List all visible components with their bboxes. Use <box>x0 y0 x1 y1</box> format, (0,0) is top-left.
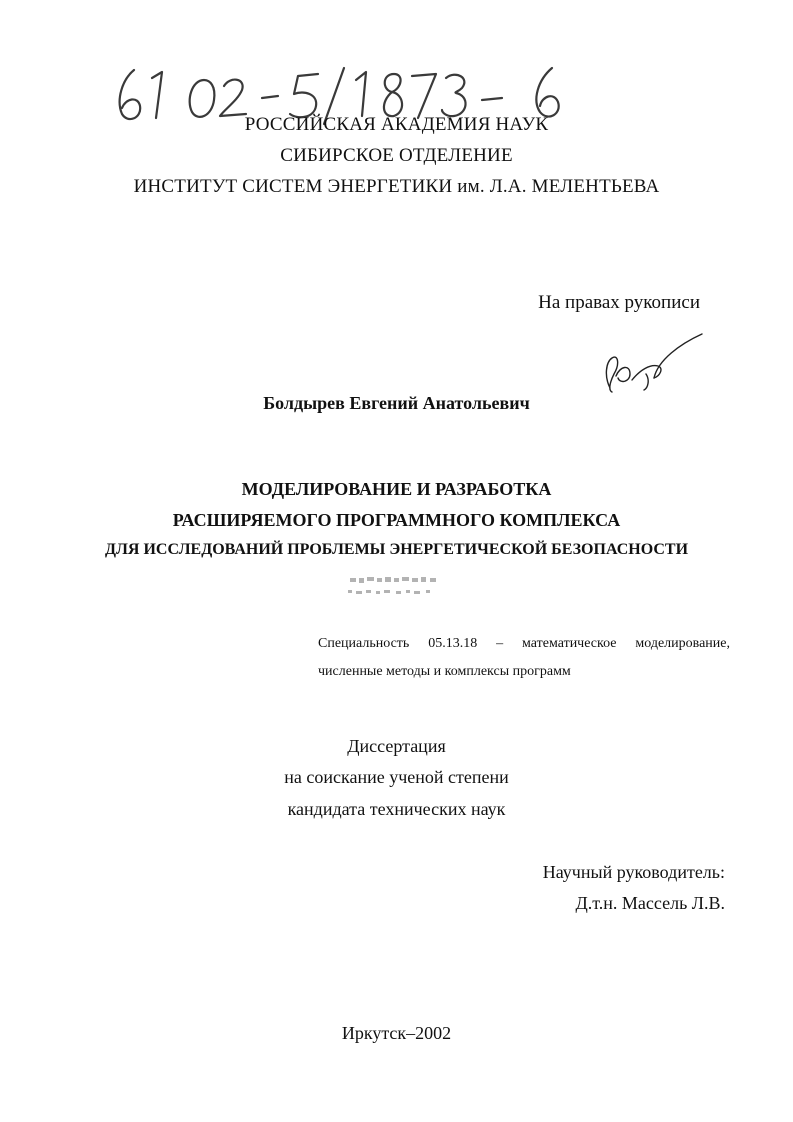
degree-type: кандидата технических наук <box>287 799 506 819</box>
degree-line: на соискание ученой степени <box>284 767 509 787</box>
academy-name: РОССИЙСКАЯ АКАДЕМИЯ НАУК <box>244 114 549 135</box>
title-line-1: МОДЕЛИРОВАНИЕ И РАЗРАБОТКА <box>241 479 552 499</box>
faded-stamp <box>340 572 450 608</box>
specialty-line-2: численные методы и комплексы программ <box>318 664 571 679</box>
supervisor-label: Научный руководитель: <box>542 862 725 882</box>
title-line-3: ДЛЯ ИССЛЕДОВАНИЙ ПРОБЛЕМЫ ЭНЕРГЕТИЧЕСКОЙ БЕЗОПАСНОСТИ <box>104 541 689 558</box>
specialty-block <box>318 634 730 682</box>
author-name: Болдырев Евгений Анатольевич <box>263 393 530 413</box>
specialty-line-1: Специальность 05.13.18 – математическое моделирование, <box>318 636 730 651</box>
manuscript-rights-note: На правах рукописи <box>538 292 700 313</box>
institute-name: ИНСТИТУТ СИСТЕМ ЭНЕРГЕТИКИ им. Л.А. МЕЛЕНТЬЕВА <box>133 176 660 197</box>
signature-graphic <box>596 330 706 396</box>
dissertation-label: Диссертация <box>347 736 446 756</box>
branch-name: СИБИРСКОЕ ОТДЕЛЕНИЕ <box>280 145 513 166</box>
title-line-2: РАСШИРЯЕМОГО ПРОГРАММНОГО КОМПЛЕКСА <box>172 510 621 530</box>
supervisor-name: Д.т.н. Массель Л.В. <box>575 893 725 913</box>
city-year: Иркутск–2002 <box>341 1023 452 1043</box>
